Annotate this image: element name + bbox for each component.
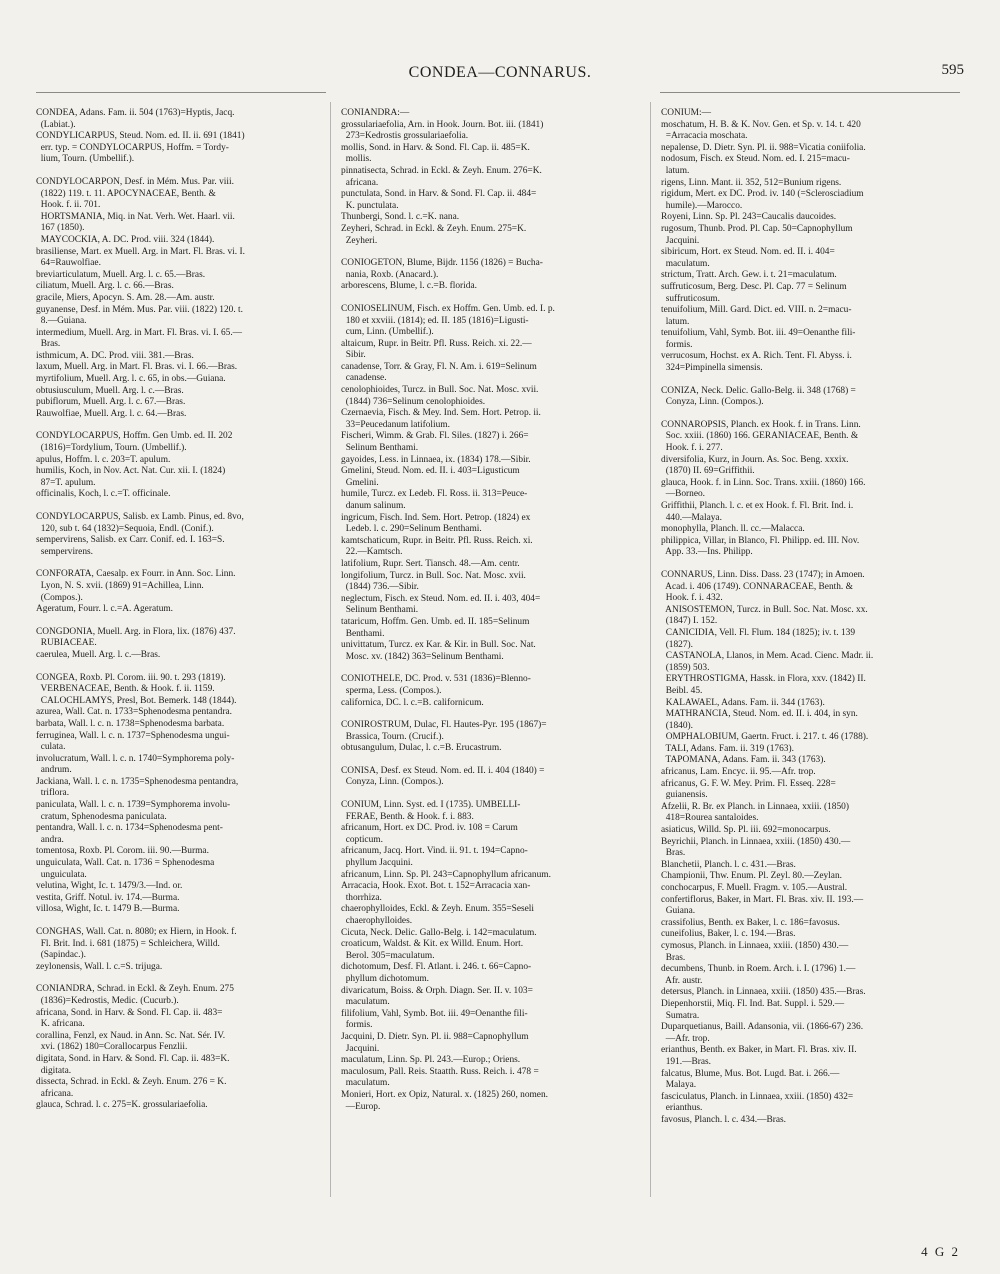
entry-line: gracile, Miers, Apocyn. S. Am. 28.—Am. austr.: [36, 292, 215, 303]
entry-line: Sumatra.: [661, 1010, 700, 1021]
entry-line: CONIUM:—: [661, 108, 712, 118]
entry-line: (1840).: [661, 720, 694, 731]
header-rule-left: [36, 92, 326, 93]
entry-line: andrum.: [36, 765, 72, 776]
entry-line: CONGHAS, Wall. Cat. n. 8080; ex Hiern, in Hook. f.: [36, 927, 237, 937]
entry-line: CONIOTHELE, DC. Prod. v. 531 (1836)=Blenno-: [341, 674, 531, 685]
entry-line: danum salinum.: [341, 501, 406, 511]
entry-line: Cicuta, Neck. Delic. Gallo-Belg. i. 142=maculatum.: [341, 927, 537, 938]
running-title: CONDEA—CONNARUS.: [408, 64, 592, 81]
entry-line: 64=Rauwolfiae.: [36, 258, 101, 269]
entry-line: CONIANDRA:—: [341, 108, 410, 118]
column-2: [341, 108, 641, 1228]
entry-line: chaerophylloides, Eckl. & Zeyh. Enum. 355=Seseli: [341, 904, 535, 915]
entry-gap: [36, 501, 336, 512]
entry-line: latum.: [661, 165, 690, 176]
entry-line: officinalis, Koch, l. c.=T. officinale.: [36, 489, 171, 500]
entry-line: mollis.: [341, 154, 372, 165]
entry-line: Jacquini.: [341, 1043, 380, 1054]
entry-line: corallina, Fenzl, ex Naud. in Ann. Sc. Nat. Sér. IV.: [36, 1030, 226, 1041]
entry-line: Afr. austr.: [661, 975, 703, 986]
entry-line: maculatum.: [661, 258, 710, 269]
entry-line: Gmelini.: [341, 477, 379, 488]
column-divider: [330, 102, 331, 1197]
entry-line: CONDEA, Adans. Fam. ii. 504 (1763)=Hyptis, Jacq.: [36, 108, 235, 118]
entry-line: africana, Sond. in Harv. & Sond. Fl. Cap. ii. 483=: [36, 1007, 223, 1018]
entry-line: CONGEA, Roxb. Pl. Corom. iii. 90. t. 293 (1819).: [36, 672, 226, 683]
entry-line: philippica, Villar, in Blanco, Fl. Philipp. ed. III. Nov.: [661, 535, 860, 546]
entry-line: phyllum Jacquini.: [341, 858, 413, 869]
entry-line: TAPOMANA, Adans. Fam. ii. 343 (1763).: [661, 755, 826, 766]
entry-line: rugosum, Thunb. Prod. Pl. Cap. 50=Capnophyllum: [661, 223, 853, 234]
entry-line: Diepenhorstii, Miq. Fl. Ind. Bat. Suppl. i. 529.—: [661, 998, 845, 1009]
column-3: [661, 108, 961, 1228]
entry-line: pentandra, Wall. l. c. n. 1734=Sphenodesma pent-: [36, 823, 223, 834]
entry-line: punctulata, Sond. in Harv. & Sond. Fl. Cap. ii. 484=: [341, 189, 537, 200]
entry-line: africanus, G. F. W. Mey. Prim. Fl. Esseq. 228=: [661, 778, 836, 789]
entry-line: FERAE, Benth. & Hook. f. i. 883.: [341, 811, 474, 822]
entry-line: neglectum, Fisch. ex Steud. Nom. ed. II. i. 403, 404=: [341, 593, 541, 604]
entry-line: 180 et xxviii. (1814); ed. II. 185 (1816)=Ligusti-: [341, 315, 529, 326]
entry-line: CONIZA, Neck. Delic. Gallo-Belg. ii. 348 (1768) =: [661, 385, 856, 396]
entry-line: Conyza, Linn. (Compos.).: [341, 777, 444, 788]
entry-line: maculosum, Pall. Reis. Staatth. Russ. Reich. i. 478 =: [341, 1066, 539, 1077]
entry-line: Conyza, Linn. (Compos.).: [661, 397, 764, 408]
entry-line: erianthus.: [661, 1103, 703, 1114]
entry-line: triflora.: [36, 788, 70, 799]
entry-line: unguiculata, Wall. Cat. n. 1736 = Sphenodesma: [36, 858, 215, 869]
entry-line: Lyon, N. S. xvii. (1869) 91=Achillea, Linn.: [36, 580, 204, 591]
entry-line: gayoides, Less. in Linnaea, ix. (1834) 178.—Sibir.: [341, 454, 531, 465]
entry-line: dissecta, Schrad. in Eckl. & Zeyh. Enum. 276 = K.: [36, 1077, 227, 1088]
entry-line: glauca, Hook. f. in Linn. Soc. Trans. xxiii. (1860) 166.: [661, 477, 866, 488]
entry-line: 167 (1850).: [36, 223, 85, 234]
entry-line: Hook. f. i. 277.: [661, 443, 723, 454]
entry-line: vestita, Griff. Notul. iv. 174.—Burma.: [36, 892, 180, 903]
entry-line: MAYCOCKIA, A. DC. Prod. viii. 324 (1844).: [36, 234, 215, 245]
entry-gap: [661, 409, 961, 420]
entry-line: formis.: [661, 339, 693, 350]
entry-line: CONIROSTRUM, Dulac, Fl. Hautes-Pyr. 195 (1867)=: [341, 720, 547, 731]
entry-line: Arracacia, Hook. Exot. Bot. t. 152=Arracacia xan-: [341, 881, 531, 892]
entry-line: Fischeri, Wimm. & Grab. Fl. Siles. (1827) i. 266=: [341, 431, 529, 442]
entry-line: CONGDONIA, Muell. Arg. in Flora, lix. (1876) 437.: [36, 626, 236, 637]
column-1: [36, 108, 336, 1228]
entry-line: rigidum, Mert. ex DC. Prod. iv. 140 (=Sclerosciadium: [661, 189, 864, 200]
entry-line: Selinum Benthami.: [341, 605, 419, 616]
entry-line: CONDYLOCARPON, Desf. in Mém. Mus. Par. viii.: [36, 176, 234, 187]
entry-line: CANICIDIA, Vell. Fl. Flum. 184 (1825); iv. t. 139: [661, 627, 856, 638]
entry-line: OMPHALOBIUM, Gaertn. Fruct. i. 217. t. 46 (1788).: [661, 732, 869, 743]
entry-line: Royeni, Linn. Sp. Pl. 243=Caucalis daucoides.: [661, 212, 837, 223]
entry-line: 22.—Kamtsch.: [341, 547, 403, 558]
entry-line: 324=Pimpinella simensis.: [661, 363, 763, 374]
entry-gap: [341, 789, 641, 800]
entry-line: decumbens, Thunb. in Roem. Arch. i. I. (1796) 1.—: [661, 964, 856, 975]
entry-line: formis.: [341, 1020, 373, 1031]
entry-line: (1822) 119. t. 11. APOCYNACEAE, Benth. &: [36, 188, 216, 199]
entry-line: thorrhiza.: [341, 892, 382, 903]
entry-line: Afzelii, R. Br. ex Planch. in Linnaea, xxiii. (1850): [661, 801, 849, 812]
entry-line: CONIANDRA, Schrad. in Eckl. & Zeyh. Enum. 275: [36, 984, 234, 995]
entry-line: falcatus, Blume, Mus. Bot. Lugd. Bat. i. 266.—: [661, 1068, 840, 1079]
entry-line: africanum, Linn. Sp. Pl. 243=Capnophyllum africanum.: [341, 869, 551, 880]
entry-line: K. punctulata.: [341, 200, 399, 211]
entry-line: andra.: [36, 834, 64, 845]
entry-line: nepalense, D. Dietr. Syn. Pl. ii. 988=Vicatia coniifolia.: [661, 142, 866, 153]
entry-line: Hook. f. i. 432.: [661, 593, 723, 604]
entry-line: Beibl. 45.: [661, 685, 703, 696]
entry-line: cymosus, Planch. in Linnaea, xxiii. (1850) 430.—: [661, 940, 849, 951]
entry-line: guyanense, Desf. in Mém. Mus. Par. viii. (1822) 120. t.: [36, 304, 244, 315]
entry-line: moschatum, H. B. & K. Nov. Gen. et Sp. v. 14. t. 420: [661, 119, 861, 130]
entry-line: Beyrichii, Planch. in Linnaea, xxiii. (1850) 430.—: [661, 836, 851, 847]
entry-line: Ledeb. l. c. 290=Selinum Benthami.: [341, 524, 482, 535]
entry-line: CONISA, Desf. ex Steud. Nom. ed. II. i. 404 (1840) =: [341, 765, 545, 776]
entry-line: univittatum, Turcz. ex Kar. & Kir. in Bull. Soc. Nat.: [341, 640, 536, 651]
entry-gap: [341, 663, 641, 674]
entry-line: arborescens, Blume, l. c.=B. florida.: [341, 281, 477, 292]
entry-line: KALAWAEL, Adans. Fam. ii. 344 (1763).: [661, 697, 825, 708]
entry-line: apulus, Hoffm. l. c. 203=T. apulum.: [36, 454, 171, 465]
entry-gap: [341, 293, 641, 304]
entry-line: App. 33.—Ins. Philipp.: [661, 547, 753, 558]
entry-gap: [36, 662, 336, 673]
entry-line: tenuifolium, Vahl, Symb. Bot. iii. 49=Oenanthe fili-: [661, 328, 856, 339]
entry-line: humilis, Koch, in Nov. Act. Nat. Cur. xii. I. (1824): [36, 466, 226, 477]
entry-line: obtusangulum, Dulac, l. c.=B. Erucastrum.: [341, 743, 502, 754]
entry-gap: [36, 916, 336, 927]
entry-line: pinnatisecta, Schrad. in Eckl. & Zeyh. Enum. 276=K.: [341, 165, 542, 176]
entry-line: MATHRANCIA, Steud. Nom. ed. II. i. 404, in syn.: [661, 709, 858, 720]
entry-line: CONIOSELINUM, Fisch. ex Hoffm. Gen. Umb. ed. I. p.: [341, 303, 555, 314]
entry-line: Jacquini.: [661, 235, 700, 246]
entry-line: africanum, Jacq. Hort. Vind. ii. 91. t. 194=Capno-: [341, 846, 528, 857]
entry-line: Soc. xxiii. (1860) 166. GERANIACEAE, Benth. &: [661, 431, 859, 442]
entry-line: cratum, Sphenodesma paniculata.: [36, 811, 167, 822]
entry-line: sempervirens, Salisb. ex Carr. Conif. ed. I. 163=S.: [36, 535, 225, 546]
entry-line: suffruticosum, Berg. Desc. Pl. Cap. 77 = Selinum: [661, 281, 847, 292]
entry-line: erianthus, Benth. ex Baker, in Mart. Fl. Bras. xiv. II.: [661, 1045, 857, 1056]
entry-line: conchocarpus, F. Muell. Fragm. v. 105.—Austral.: [661, 883, 848, 893]
entry-line: CONDYLICARPUS, Steud. Nom. ed. II. ii. 691 (1841): [36, 131, 245, 142]
entry-line: digitata, Sond. in Harv. & Sond. Fl. Cap. ii. 483=K.: [36, 1053, 230, 1064]
entry-gap: [36, 558, 336, 569]
entry-line: sperma, Less. (Compos.).: [341, 685, 442, 696]
entry-line: californica, DC. l. c.=B. californicum.: [341, 697, 484, 708]
entry-line: sempervirens.: [36, 546, 94, 557]
entry-line: 191.—Bras.: [661, 1056, 711, 1067]
entry-gap: [341, 247, 641, 258]
entry-line: latum.: [661, 316, 690, 327]
column-divider: [650, 102, 651, 1197]
entry-line: 33=Peucedanum latifolium.: [341, 419, 450, 430]
entry-line: Czernaevia, Fisch. & Mey. Ind. Sem. Hort. Petrop. ii.: [341, 408, 541, 419]
entry-line: ciliatum, Muell. Arg. l. c. 66.—Bras.: [36, 281, 174, 292]
entry-line: canadense.: [341, 373, 387, 384]
entry-line: favosus, Planch. l. c. 434.—Bras.: [661, 1114, 786, 1125]
entry-line: err. typ. = CONDYLOCARPUS, Hoffm. = Tordy-: [36, 142, 229, 153]
entry-line: 8.—Guiana.: [36, 316, 87, 327]
entry-line: diversifolia, Kurz, in Journ. As. Soc. Beng. xxxix.: [661, 454, 849, 465]
header-rule-right: [660, 92, 960, 93]
entry-line: tenuifolium, Mill. Gard. Dict. ed. VIII. n. 2=macu-: [661, 305, 852, 316]
entry-line: glauca, Schrad. l. c. 275=K. grossulariaefolia.: [36, 1100, 208, 1111]
entry-line: caerulea, Muell. Arg. l. c.—Bras.: [36, 649, 161, 660]
entry-line: 120, sub t. 64 (1832)=Sequoia, Endl. (Conif.).: [36, 523, 214, 534]
entry-line: longifolium, Turcz. in Bull. Soc. Nat. Mosc. xvii.: [341, 570, 526, 581]
page-number: 595: [941, 62, 964, 78]
entry-line: unguiculata.: [36, 869, 87, 880]
entry-line: maculatum, Linn. Sp. Pl. 243.—Europ.; Oriens.: [341, 1055, 521, 1066]
entry-line: (1827).: [661, 639, 694, 650]
entry-line: CONDYLOCARPUS, Hoffm. Gen Umb. ed. II. 202: [36, 431, 233, 442]
entry-line: Zeyheri, Schrad. in Eckl. & Zeyh. Enum. 275=K.: [341, 223, 527, 234]
entry-line: velutina, Wight, Ic. t. 1479/3.—Ind. or.: [36, 881, 183, 892]
entry-gap: [661, 559, 961, 570]
entry-line: humile).—Marocco.: [661, 200, 743, 211]
entry-line: laxum, Muell. Arg. in Mart. Fl. Bras. vi. I. 66.—Bras.: [36, 362, 238, 373]
entry-line: maculatum.: [341, 997, 390, 1008]
entry-line: mollis, Sond. in Harv. & Sond. Fl. Cap. ii. 485=K.: [341, 142, 530, 153]
entry-line: Championii, Thw. Enum. Pl. Zeyl. 80.—Zeylan.: [661, 871, 842, 882]
entry-gap: [341, 709, 641, 720]
entry-line: 273=Kedrostis grossulariaefolia.: [341, 131, 469, 142]
entry-gap: [36, 166, 336, 177]
entry-line: —Europ.: [341, 1101, 381, 1112]
entry-line: (1844) 736.—Sibir.: [341, 582, 419, 593]
entry-line: paniculata, Wall. l. c. n. 1739=Symphorema involu-: [36, 800, 231, 811]
entry-line: azurea, Wall. Cat. n. 1733=Sphenodesma pentandra.: [36, 707, 232, 718]
entry-line: K. africana.: [36, 1019, 85, 1030]
entry-line: CONNAROPSIS, Planch. ex Hook. f. in Trans. Linn.: [661, 419, 861, 430]
entry-line: strictum, Tratt. Arch. Gew. i. t. 21=maculatum.: [661, 270, 837, 281]
entry-gap: [36, 973, 336, 984]
entry-line: breviarticulatum, Muell. Arg. l. c. 65.—Bras.: [36, 269, 206, 280]
signature-mark: 4 G 2: [921, 1244, 960, 1259]
entry-line: ingricum, Fisch. Ind. Sem. Hort. Petrop. (1824) ex: [341, 512, 531, 523]
entry-gap: [661, 375, 961, 386]
entry-line: (1816)=Tordylium, Tourn. (Umbellif.).: [36, 443, 187, 454]
entry-line: humile, Turcz. ex Ledeb. Fl. Ross. ii. 313=Peuce-: [341, 489, 528, 500]
entry-line: Duparquetianus, Baill. Adansonia, vii. (1866-67) 236.: [661, 1022, 864, 1033]
entry-line: crassifolius, Benth. ex Baker, l. c. 186=favosus.: [661, 917, 840, 928]
entry-line: guianensis.: [661, 790, 708, 801]
entry-line: divaricatum, Boiss. & Orph. Diagn. Ser. II. v. 103=: [341, 985, 533, 996]
entry-line: 440.—Malaya.: [661, 512, 722, 523]
entry-line: Hook. f. ii. 701.: [36, 200, 101, 211]
entry-line: ANISOSTEMON, Turcz. in Bull. Soc. Nat. Mosc. xx.: [661, 604, 868, 615]
entry-line: (Sapindac.).: [36, 950, 86, 961]
entry-line: dichotomum, Desf. Fl. Atlant. i. 246. t. 66=Capno-: [341, 962, 532, 973]
entry-line: chaerophylloides.: [341, 916, 413, 926]
entry-line: intermedium, Muell. Arg. in Mart. Fl. Bras. vi. I. 65.—: [36, 327, 243, 338]
entry-line: —Borneo.: [661, 489, 706, 500]
entry-line: ERYTHROSTIGMA, Hassk. in Flora, xxv. (1842) II.: [661, 674, 866, 685]
entry-line: Gmelini, Steud. Nom. ed. II. i. 403=Ligusticum: [341, 466, 520, 477]
entry-line: Blanchetii, Planch. l. c. 431.—Bras.: [661, 859, 796, 870]
entry-line: latifolium, Rupr. Sert. Tiansch. 48.—Am. centr.: [341, 558, 520, 569]
entry-line: altaicum, Rupr. in Beitr. Pfl. Russ. Reich. xi. 22.—: [341, 338, 532, 349]
entry-line: africanus, Lam. Encyc. ii. 95.—Afr. trop.: [661, 767, 816, 778]
entry-line: sibiricum, Hort. ex Steud. Nom. ed. II. i. 404=: [661, 247, 835, 258]
entry-line: ferruginea, Wall. l. c. n. 1737=Sphenodesma ungui-: [36, 730, 230, 741]
entry-line: canadense, Torr. & Gray, Fl. N. Am. i. 619=Selinum: [341, 361, 537, 372]
entry-line: (1859) 503.: [661, 662, 710, 673]
entry-line: (1847) I. 152.: [661, 616, 718, 627]
entry-gap: [36, 420, 336, 431]
entry-line: monophylla, Planch. ll. cc.—Malacca.: [661, 524, 805, 535]
entry-line: (1870) II. 69=Griffithii.: [661, 466, 755, 477]
entry-line: Bras.: [661, 952, 686, 963]
entry-line: villosa, Wight, Ic. t. 1479 B.—Burma.: [36, 904, 180, 915]
entry-line: Rauwolfiae, Muell. Arg. l. c. 64.—Bras.: [36, 408, 187, 419]
entry-line: maculatum.: [341, 1078, 390, 1089]
entry-line: Malaya.: [661, 1080, 697, 1091]
entry-line: 87=T. apulum.: [36, 477, 96, 488]
entry-line: VERBENACEAE, Benth. & Hook. f. ii. 1159.: [36, 684, 215, 695]
entry-line: isthmicum, A. DC. Prod. viii. 381.—Bras.: [36, 350, 194, 361]
entry-line: Jacquini, D. Dietr. Syn. Pl. ii. 988=Capnophyllum: [341, 1031, 529, 1042]
entry-line: Selinum Benthami.: [341, 443, 419, 454]
entry-line: verrucosum, Hochst. ex A. Rich. Tent. Fl. Abyss. i.: [661, 351, 852, 362]
entry-line: Bras.: [661, 848, 686, 859]
entry-line: africana.: [341, 177, 379, 188]
entry-line: Thunbergi, Sond. l. c.=K. nana.: [341, 212, 460, 223]
entry-line: Guiana.: [661, 906, 696, 917]
entry-line: TALI, Adans. Fam. ii. 319 (1763).: [661, 743, 794, 754]
entry-line: fasciculatus, Planch. in Linnaea, xxiii. (1850) 432=: [661, 1091, 854, 1102]
entry-line: barbata, Wall. l. c. n. 1738=Sphenodesma barbata.: [36, 718, 225, 729]
entry-line: Sibir.: [341, 350, 366, 361]
entry-line: Benthami.: [341, 628, 385, 639]
entry-line: (Labiat.).: [36, 119, 76, 130]
entry-line: confertiflorus, Baker, in Mart. Fl. Bras. xiv. II. 193.—: [661, 894, 864, 905]
entry-line: Acad. i. 406 (1749). CONNARACEAE, Benth. &: [661, 581, 853, 592]
entry-line: CONFORATA, Caesalp. ex Fourr. in Ann. Soc. Linn.: [36, 569, 236, 580]
entry-line: Fl. Brit. Ind. i. 681 (1875) = Schleichera, Willd.: [36, 938, 220, 949]
entry-line: culata.: [36, 742, 66, 753]
entry-line: (1836)=Kedrostis, Medic. (Cucurb.).: [36, 995, 179, 1006]
entry-line: rigens, Linn. Mant. ii. 352, 512=Bunium rigens.: [661, 177, 842, 188]
entry-gap: [36, 616, 336, 627]
entry-line: tomentosa, Roxb. Pl. Corom. iii. 90.—Burma.: [36, 846, 209, 857]
entry-line: cenolophioides, Turcz. in Bull. Soc. Nat. Mosc. xvii.: [341, 385, 539, 396]
entry-line: tataricum, Hoffm. Gen. Umb. ed. II. 185=Selinum: [341, 616, 530, 627]
entry-line: Monieri, Hort. ex Opiz, Natural. x. (1825) 260, nomen.: [341, 1089, 548, 1100]
entry-line: (Compos.).: [36, 592, 83, 603]
entry-line: lium, Tourn. (Umbellif.).: [36, 154, 135, 165]
entry-line: Bras.: [36, 339, 61, 350]
entry-gap: [341, 755, 641, 766]
entry-line: zeylonensis, Wall. l. c.=S. trijuga.: [36, 961, 163, 972]
entry-line: nania, Roxb. (Anacard.).: [341, 269, 439, 280]
entry-line: (1844) 736=Selinum cenolophioides.: [341, 396, 486, 407]
entry-line: Mosc. xv. (1842) 363=Selinum Benthami.: [341, 651, 504, 662]
entry-line: =Arracacia moschata.: [661, 131, 748, 142]
entry-line: CONIOGETON, Blume, Bijdr. 1156 (1826) = Bucha-: [341, 258, 543, 269]
entry-line: 418=Rourea santaloides.: [661, 813, 759, 824]
entry-line: pubiflorum, Muell. Arg. l. c. 67.—Bras.: [36, 397, 186, 408]
entry-line: brasiliense, Mart. ex Muell. Arg. in Mart. Fl. Bras. vi. I.: [36, 246, 245, 257]
entry-line: grossulariaefolia, Arn. in Hook. Journ. Bot. iii. (1841): [341, 119, 544, 130]
entry-line: croaticum, Waldst. & Kit. ex Willd. Enum. Hort.: [341, 939, 524, 950]
entry-line: detersus, Planch. in Linnaea, xxiii. (1850) 435.—Bras.: [661, 987, 866, 998]
entry-line: Brassica, Tourn. (Crucif.).: [341, 731, 444, 742]
entry-line: involucratum, Wall. l. c. n. 1740=Symphorema poly-: [36, 753, 235, 764]
entry-line: nodosum, Fisch. ex Steud. Nom. ed. I. 215=macu-: [661, 154, 850, 165]
entry-line: asiaticus, Willd. Sp. Pl. iii. 692=monocarpus.: [661, 825, 831, 836]
entry-line: kamtschaticum, Rupr. in Beitr. Pfl. Russ. Reich. xi.: [341, 535, 533, 546]
entry-line: Zeyheri.: [341, 235, 378, 246]
entry-line: digitata.: [36, 1065, 72, 1076]
entry-line: CALOCHLAMYS, Presl, Bot. Bemerk. 148 (1844).: [36, 695, 237, 706]
entry-line: —Afr. trop.: [661, 1033, 710, 1044]
entry-line: xvi. (1862) 180=Corallocarpus Fenzlii.: [36, 1042, 188, 1053]
entry-line: Jackiana, Wall. l. c. n. 1735=Sphenodesma pentandra,: [36, 776, 239, 787]
entry-line: CONDYLOCARPUS, Salisb. ex Lamb. Pinus, ed. 8vo,: [36, 512, 244, 522]
entry-line: myrtifolium, Muell. Arg. l. c. 65, in obs.—Guiana.: [36, 374, 226, 385]
page-header: [0, 62, 1000, 92]
entry-line: CONIUM, Linn. Syst. ed. I (1735). UMBELLI-: [341, 800, 521, 811]
entry-line: filifolium, Vahl, Symb. Bot. iii. 49=Oenanthe fili-: [341, 1008, 528, 1019]
entry-line: obtusiusculum, Muell. Arg. l. c.—Bras.: [36, 385, 184, 396]
entry-line: CASTANOLA, Llanos, in Mem. Acad. Cienc. Madr. ii.: [661, 651, 874, 662]
entry-line: Ageratum, Fourr. l. c.=A. Ageratum.: [36, 604, 174, 615]
entry-line: RUBIACEAE.: [36, 638, 97, 649]
entry-line: Griffithii, Planch. l. c. et ex Hook. f. Fl. Brit. Ind. i.: [661, 501, 854, 511]
entry-line: africana.: [36, 1088, 74, 1099]
entry-line: africanum, Hort. ex DC. Prod. iv. 108 = Carum: [341, 823, 518, 834]
entry-line: cum, Linn. (Umbellif.).: [341, 327, 434, 338]
entry-line: copticum.: [341, 834, 383, 845]
entry-line: HORTSMANIA, Miq. in Nat. Verh. Wet. Haarl. vii.: [36, 211, 235, 222]
entry-line: cuneifolius, Baker, l. c. 194.—Bras.: [661, 929, 796, 940]
entry-line: CONNARUS, Linn. Diss. Dass. 23 (1747); in Amoen.: [661, 569, 865, 580]
entry-line: phyllum dichotomum.: [341, 973, 430, 984]
entry-line: suffruticosum.: [661, 293, 720, 304]
entry-line: Berol. 305=maculatum.: [341, 950, 435, 961]
